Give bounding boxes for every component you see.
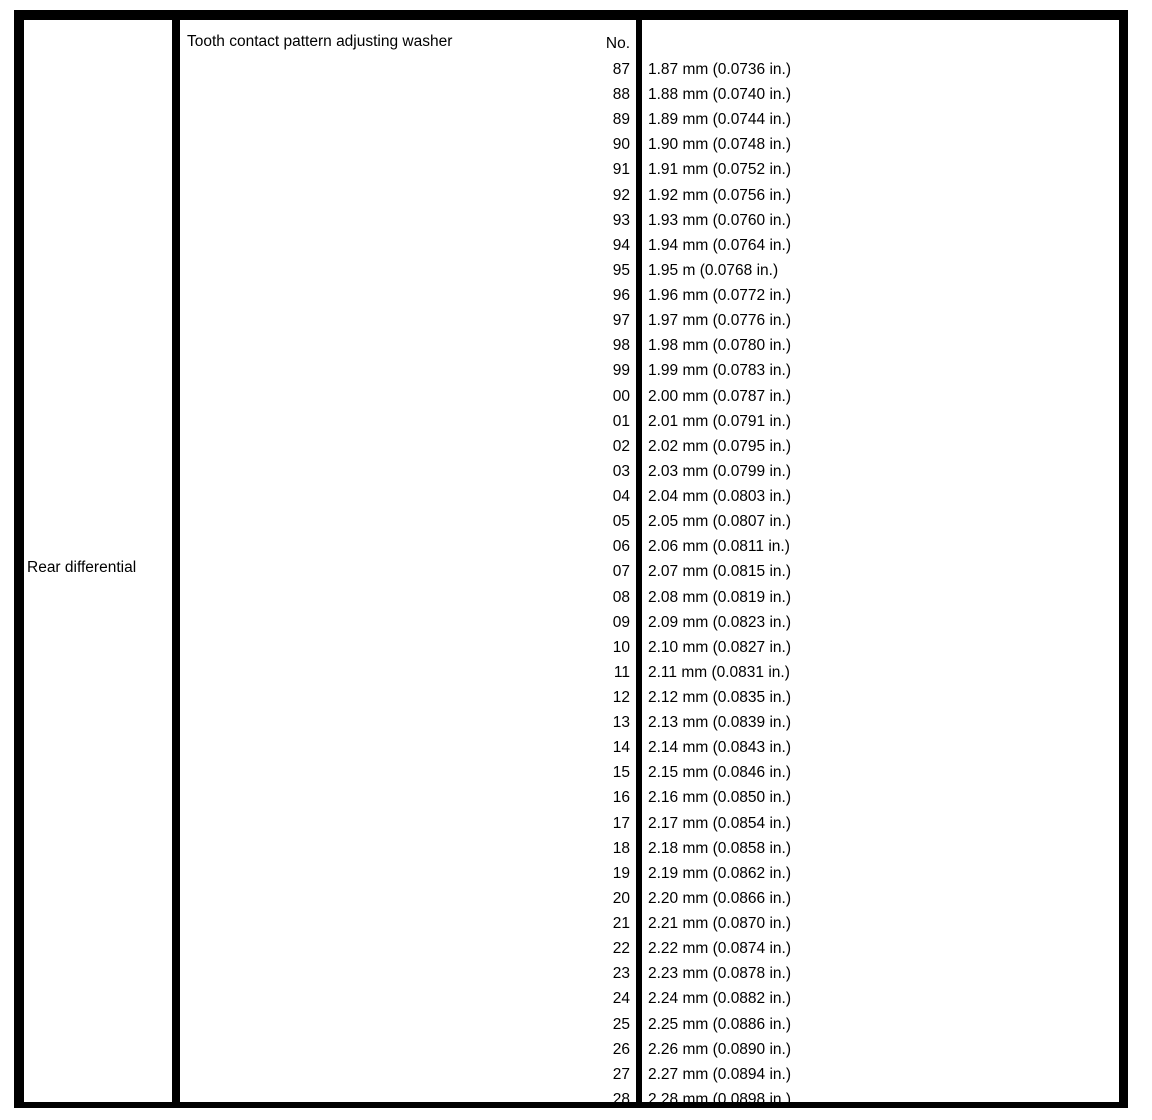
- washer-thickness: 2.11 mm (0.0831 in.): [648, 663, 790, 681]
- washer-number: 16: [612, 789, 630, 807]
- washer-number: 91: [612, 161, 630, 179]
- washer-thickness: 2.26 mm (0.0890 in.): [648, 1040, 792, 1058]
- washer-number: 87: [612, 61, 630, 78]
- washer-thickness: 2.02 mm (0.0795 in.): [648, 437, 792, 455]
- washer-thickness: 2.00 mm (0.0787 in.): [648, 387, 792, 405]
- washer-number: 04: [612, 488, 630, 506]
- washer-thickness: 2.22 mm (0.0874 in.): [648, 940, 792, 958]
- washer-number: 92: [612, 186, 630, 204]
- washer-number: 17: [612, 814, 630, 832]
- washer-thickness: 2.03 mm (0.0799 in.): [648, 462, 792, 480]
- washer-number: 13: [612, 714, 630, 732]
- column-divider-left: [172, 20, 180, 1102]
- washer-thickness: 1.91 mm (0.0752 in.): [648, 161, 792, 179]
- washer-thickness: 2.10 mm (0.0827 in.): [648, 638, 792, 656]
- washer-number: 07: [612, 563, 630, 581]
- washer-number: 99: [612, 362, 630, 380]
- washer-number: 97: [612, 312, 630, 330]
- washer-thickness: 1.96 mm (0.0772 in.): [648, 287, 792, 305]
- washer-number: 23: [612, 965, 630, 983]
- washer-thickness: 2.15 mm (0.0846 in.): [648, 764, 792, 782]
- washer-thickness: 1.92 mm (0.0756 in.): [648, 186, 792, 204]
- washer-thickness: 2.13 mm (0.0839 in.): [648, 714, 792, 732]
- washer-number: 95: [612, 261, 630, 279]
- washer-thickness: 2.08 mm (0.0819 in.): [648, 588, 792, 606]
- washer-thickness: 2.01 mm (0.0791 in.): [648, 412, 792, 430]
- washer-thickness: 2.12 mm (0.0835 in.): [648, 689, 792, 706]
- washer-thickness: 2.25 mm (0.0886 in.): [648, 1015, 792, 1033]
- washer-thickness: 2.24 mm (0.0882 in.): [648, 990, 792, 1008]
- washer-number: 12: [612, 689, 630, 706]
- number-column-header: No.: [605, 35, 630, 52]
- washer-number: 08: [612, 588, 630, 606]
- washer-number: 00: [612, 387, 630, 405]
- washer-number: 89: [612, 111, 630, 129]
- washer-number: 94: [612, 236, 630, 254]
- washer-number: 26: [612, 1040, 630, 1058]
- washer-number: 93: [612, 211, 630, 229]
- washer-number: 05: [612, 513, 630, 531]
- washer-number: 19: [612, 864, 630, 882]
- washer-thickness: 2.16 mm (0.0850 in.): [648, 789, 792, 807]
- washer-thickness: 2.14 mm (0.0843 in.): [648, 739, 792, 757]
- washer-thickness: 1.88 mm (0.0740 in.): [648, 86, 792, 104]
- washer-thickness: 2.06 mm (0.0811 in.): [648, 538, 790, 556]
- washer-number: 09: [612, 613, 630, 631]
- washer-thickness: 2.18 mm (0.0858 in.): [648, 839, 792, 857]
- washer-number: 14: [612, 739, 630, 757]
- washer-number: 28: [612, 1090, 630, 1108]
- washer-thickness: 2.19 mm (0.0862 in.): [648, 864, 792, 882]
- washer-thickness: 1.97 mm (0.0776 in.): [648, 312, 792, 330]
- washer-number: 24: [612, 990, 630, 1008]
- washer-thickness: 1.94 mm (0.0764 in.): [648, 236, 792, 254]
- washer-number: 98: [612, 337, 630, 355]
- washer-thickness: 1.90 mm (0.0748 in.): [648, 136, 792, 154]
- washer-thickness: 2.09 mm (0.0823 in.): [648, 613, 792, 631]
- washer-number: 02: [612, 437, 630, 455]
- washer-thickness: 2.05 mm (0.0807 in.): [648, 513, 792, 531]
- washer-thickness: 1.99 mm (0.0783 in.): [648, 362, 792, 380]
- washer-number: 25: [612, 1015, 630, 1033]
- washer-thickness: 1.98 mm (0.0780 in.): [648, 337, 792, 355]
- spec-table: [14, 10, 1128, 1108]
- washer-number: 03: [612, 462, 630, 480]
- washer-number: 21: [612, 915, 630, 933]
- washer-number: 27: [612, 1065, 630, 1083]
- washer-thickness: 2.27 mm (0.0894 in.): [648, 1065, 792, 1083]
- washer-number: 11: [613, 663, 630, 681]
- washer-number: 20: [612, 889, 630, 907]
- washer-thickness: 1.87 mm (0.0736 in.): [648, 61, 792, 78]
- washer-thickness: 2.07 mm (0.0815 in.): [648, 563, 792, 581]
- washer-thickness: 2.04 mm (0.0803 in.): [648, 488, 792, 506]
- washer-thickness: 2.21 mm (0.0870 in.): [648, 915, 792, 933]
- column-divider-right: [636, 20, 642, 1102]
- washer-number: 15: [612, 764, 630, 782]
- washer-number: 18: [612, 839, 630, 857]
- washer-number: 96: [612, 287, 630, 305]
- washer-thickness: 2.20 mm (0.0866 in.): [648, 889, 792, 907]
- washer-number: 88: [612, 86, 630, 104]
- washer-thickness: 1.95 m (0.0768 in.): [648, 261, 779, 279]
- washer-thickness: 2.23 mm (0.0878 in.): [648, 965, 792, 983]
- part-name: Tooth contact pattern adjusting washer: [187, 33, 453, 50]
- washer-number: 90: [612, 136, 630, 154]
- washer-thickness: 1.93 mm (0.0760 in.): [648, 211, 792, 229]
- washer-number: 06: [612, 538, 630, 556]
- washer-number: 22: [612, 940, 630, 958]
- category-label: Rear differential: [27, 559, 137, 576]
- washer-thickness: 1.89 mm (0.0744 in.): [648, 111, 792, 129]
- washer-thickness: 2.28 mm (0.0898 in.): [648, 1090, 792, 1108]
- washer-number: 10: [612, 638, 630, 656]
- washer-number: 01: [612, 412, 630, 430]
- washer-thickness: 2.17 mm (0.0854 in.): [648, 814, 792, 832]
